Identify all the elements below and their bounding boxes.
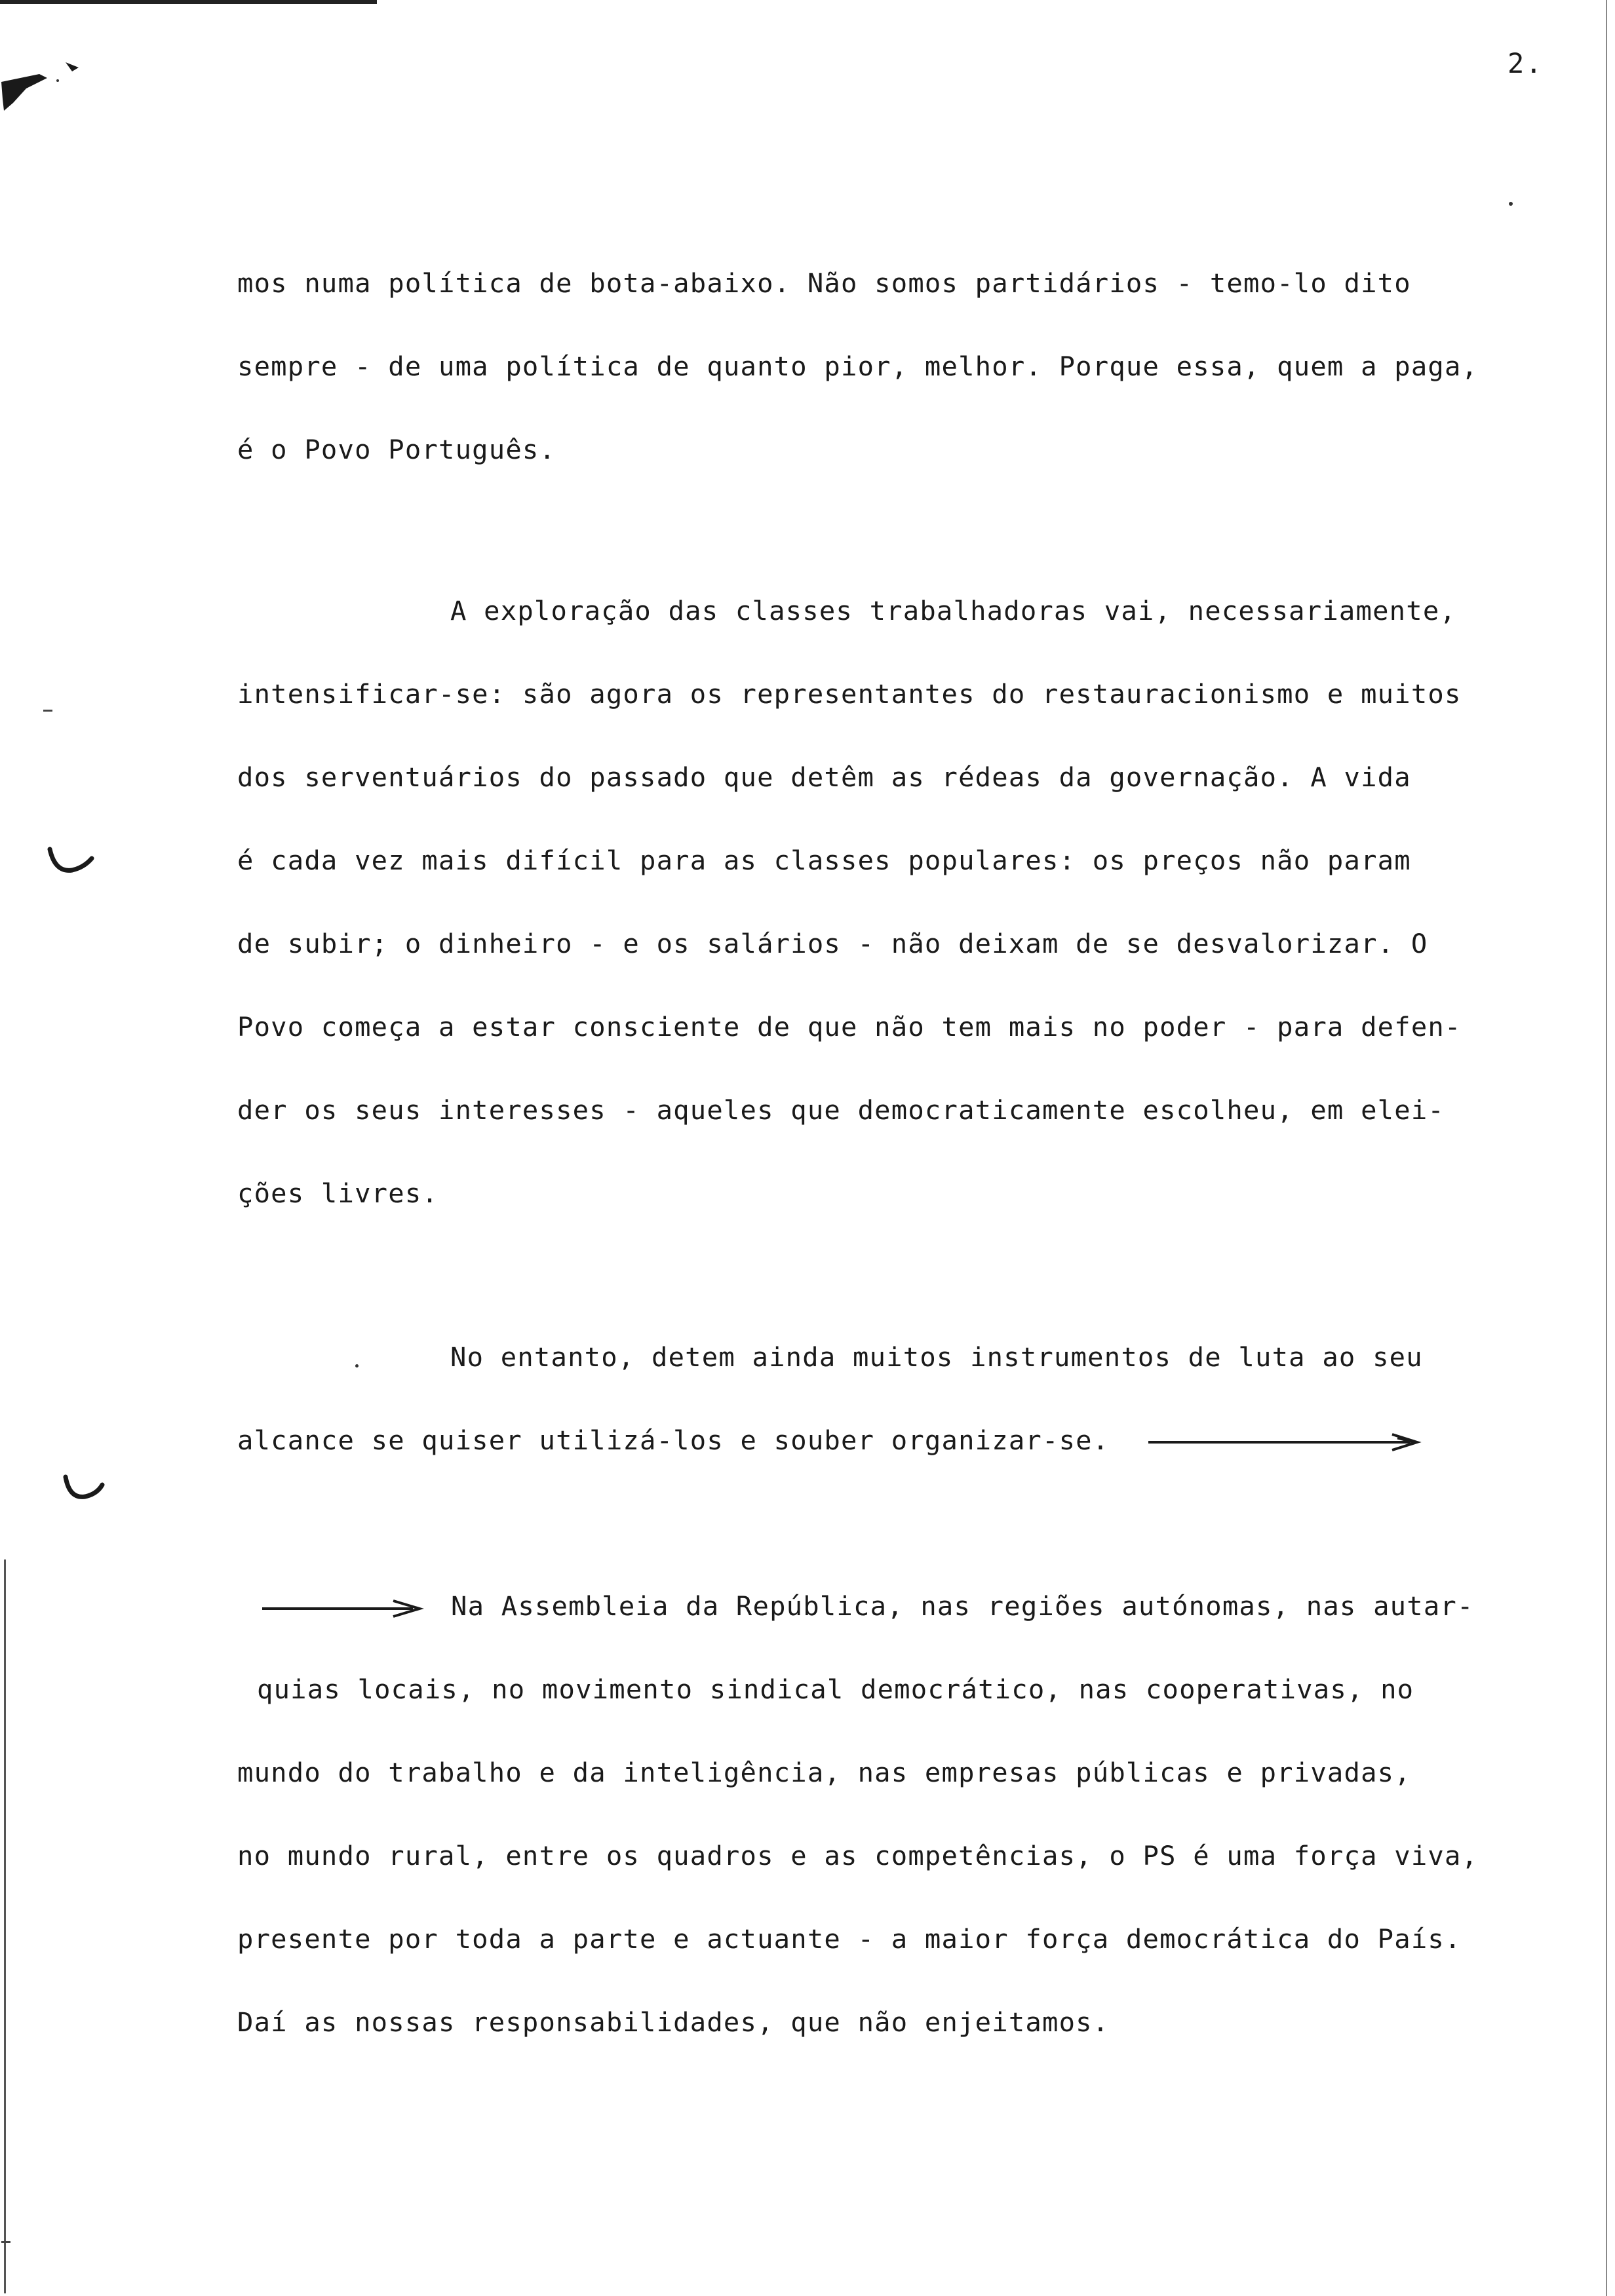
scan-right-edge xyxy=(1606,0,1607,2296)
punch-hole-mark xyxy=(62,1473,114,1512)
scan-left-edge xyxy=(4,1559,6,2293)
punch-hole-mark xyxy=(46,844,98,883)
scan-top-edge xyxy=(0,0,377,4)
text-line: mos numa política de bota-abaixo. Não somos partidários - temo-lo dito xyxy=(237,267,1411,299)
text-line: quias locais, no movimento sindical democrático, nas cooperativas, no xyxy=(257,1674,1414,1705)
text-line: sempre - de uma política de quanto pior, melhor. Porque essa, quem a paga, xyxy=(237,351,1479,382)
text-line-with-arrow xyxy=(0,1565,1574,1648)
text-line: no mundo rural, entre os quadros e as competências, o PS é uma força viva, xyxy=(237,1840,1479,1871)
text-line: No entanto, detem ainda muitos instrumentos de luta ao seu xyxy=(450,1341,1423,1373)
paragraph-3 xyxy=(237,1316,1574,1482)
page-number: 2. xyxy=(1508,47,1544,79)
right-arrow-icon xyxy=(1148,1432,1424,1452)
text-line: Povo começa a estar consciente de que não tem mais no poder - para defen- xyxy=(237,1011,1462,1043)
text-line-with-arrow xyxy=(237,1399,1574,1482)
scan-left-tick xyxy=(1,2241,10,2243)
text-line: alcance se quiser utilizá-los e souber organizar-se. xyxy=(237,1425,1110,1456)
text-line: é cada vez mais difícil para as classes populares: os preços não param xyxy=(237,845,1411,876)
right-arrow-icon xyxy=(262,1598,426,1618)
paragraph-1 xyxy=(237,242,1574,491)
text-line: A exploração das classes trabalhadoras vai, necessariamente, xyxy=(450,595,1456,626)
ink-blot-mark xyxy=(0,62,85,121)
text-line: de subir; o dinheiro - e os salários - não deixam de se desvalorizar. O xyxy=(237,928,1428,959)
text-line: der os seus interesses - aqueles que democraticamente escolheu, em elei- xyxy=(237,1094,1445,1126)
text-line: Daí as nossas responsabilidades, que não enjeitamos. xyxy=(237,2006,1110,2038)
text-line: mundo do trabalho e da inteligência, nas empresas públicas e privadas, xyxy=(237,1757,1411,1788)
paragraph-4 xyxy=(237,1565,1574,2064)
text-line: Na Assembleia da República, nas regiões autónomas, nas autar- xyxy=(451,1590,1474,1622)
text-line: ções livres. xyxy=(237,1177,438,1209)
text-line: é o Povo Português. xyxy=(237,434,556,465)
ink-speck xyxy=(1509,202,1513,206)
scan-dash-mark xyxy=(43,710,52,712)
text-line: presente por toda a parte e actuante - a maior força democrática do País. xyxy=(237,1923,1462,1955)
paragraph-2 xyxy=(237,569,1574,1235)
text-line: intensificar-se: são agora os representantes do restauracionismo e muitos xyxy=(237,678,1462,710)
text-line: dos serventuários do passado que detêm as rédeas da governação. A vida xyxy=(237,761,1411,793)
